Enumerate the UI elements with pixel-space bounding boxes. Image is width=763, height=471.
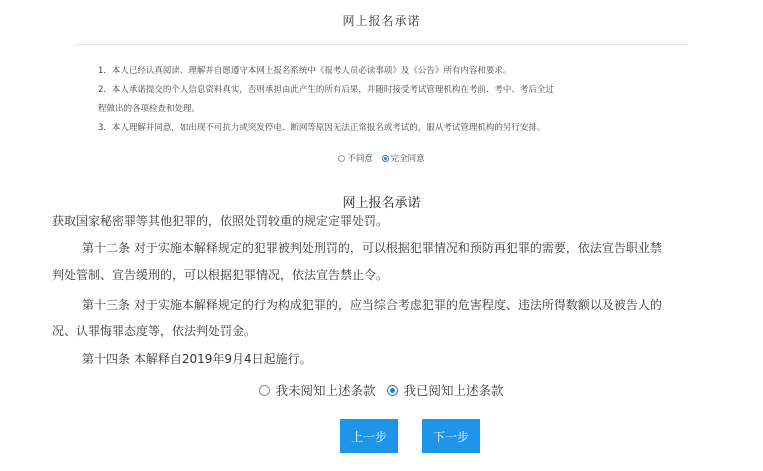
read-confirm-radio-group — [0, 381, 763, 399]
term-line: 3．本人理解并同意，如出现不可抗力或突发停电、断网等原因无法正常报名或考试的，服从考试管理机构的另行安排。 — [98, 123, 546, 133]
top-divider — [75, 44, 688, 45]
radio-read[interactable] — [387, 381, 503, 399]
term-line: 1．本人已经认真阅读、理解并自愿遵守本网上报名系统中《报考人员必读事项》及《公告》所有内容和要求。 — [98, 66, 512, 76]
text-line: 第十二条 对于实施本解释规定的犯罪被判处刑罚的，可以根据犯罪情况和预防再犯罪的需要，依法宣告职业禁 — [82, 241, 662, 255]
term-line: 程做出的各项检查和处理。 — [98, 104, 201, 114]
commitment-panel-top — [0, 0, 763, 180]
radio-read-label: 我已阅知上述条款 — [403, 383, 504, 398]
previous-step-button[interactable]: 上一步 — [340, 419, 398, 453]
radio-disagree[interactable] — [338, 152, 373, 164]
radio-agree[interactable] — [382, 152, 425, 164]
top-consent-radio-group — [0, 152, 763, 165]
page-title: 网上报名承诺 — [342, 196, 421, 211]
text-line: 况、认罪悔罪态度等，依法判处罚金。 — [52, 324, 257, 338]
text-line: 获取国家秘密罪等其他犯罪的，依照处罚较重的规定定罪处罚。 — [52, 214, 389, 228]
terms-list — [98, 62, 698, 138]
radio-not-read-circle[interactable] — [259, 385, 270, 396]
text-line: 判处管制、宣告缓刑的，可以根据犯罪情况，依法宣告禁止令。 — [52, 268, 389, 282]
text-line: 第十三条 对于实施本解释规定的行为构成犯罪的，应当综合考虑犯罪的危害程度、违法所得数额以及被告人的 — [82, 298, 662, 312]
radio-agree-circle[interactable] — [382, 155, 389, 162]
radio-not-read-label: 我未阅知上述条款 — [275, 383, 376, 398]
radio-not-read[interactable] — [259, 381, 375, 399]
next-step-button[interactable]: 下一步 — [422, 419, 480, 453]
radio-agree-label: 完全同意 — [390, 154, 425, 164]
text-line: 第十四条 本解释自2019年9月4日起施行。 — [82, 352, 312, 366]
top-panel-title: 网上报名承诺 — [342, 14, 421, 28]
radio-read-circle[interactable] — [387, 385, 398, 396]
radio-disagree-label: 不同意 — [347, 154, 373, 164]
radio-disagree-circle[interactable] — [338, 155, 345, 162]
term-line: 2．本人承诺提交的个人信息资料真实，否则承担由此产生的所有后果，并随时接受考试管理机构在考前、考中、考后全过 — [98, 85, 554, 95]
